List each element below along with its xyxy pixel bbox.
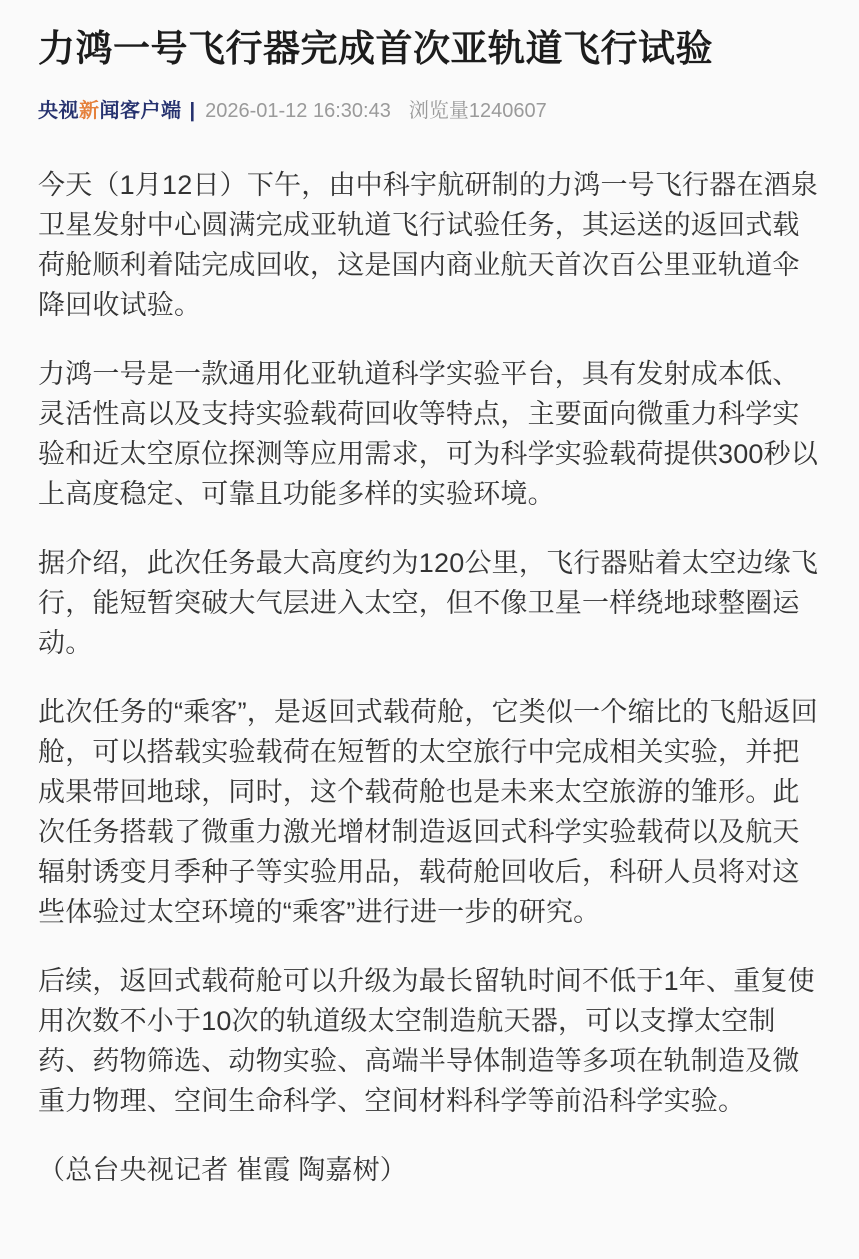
reporter-byline: （总台央视记者 崔霞 陶嘉树）	[38, 1155, 408, 1186]
paragraph: 后续，返回式载荷舱可以升级为最长留轨时间不低于1年、重复使用次数不小于10次的轨道级太空制造航天器，可以支撑太空制药、药物筛选、动物实验、高端半导体制造等多项在轨制造及微重力物理、空间生命科学、空间材料科学等前沿科学实验。	[38, 966, 815, 1117]
source-name-suffix: 闻客户端	[99, 100, 182, 123]
publish-datetime: 2026-01-12 16:30:43	[205, 100, 391, 123]
paragraph: 力鸿一号是一款通用化亚轨道科学实验平台，具有发射成本低、灵活性高以及支持实验载荷回收等特点，主要面向微重力科学实验和近太空原位探测等应用需求，可为科学实验载荷提供300秒以上高度稳定、可靠且功能多样的实验环境。	[38, 359, 819, 510]
paragraph: 此次任务的“乘客”，是返回式载荷舱，它类似一个缩比的飞船返回舱，可以搭载实验载荷在短暂的太空旅行中完成相关实验，并把成果带回地球，同时，这个载荷舱也是未来太空旅游的雏形。此次任务搭载了微重力激光增材制造返回式科学实验载荷以及航天辐射诱变月季种子等实验用品，载荷舱回收后，科研人员将对这些体验过太空环境的“乘客”进行进一步的研究。	[38, 697, 818, 928]
source-name-prefix: 央视	[38, 100, 79, 123]
paragraph: 据介绍，此次任务最大高度约为120公里，飞行器贴着太空边缘飞行，能短暂突破大气层进入太空，但不像卫星一样绕地球整圈运动。	[38, 548, 819, 659]
article-title: 力鸿一号飞行器完成首次亚轨道飞行试验	[38, 28, 713, 69]
article-body	[38, 165, 821, 1190]
source-name-highlight: 新	[79, 100, 100, 123]
meta-separator: |	[189, 100, 196, 123]
article-meta	[38, 94, 821, 123]
paragraph: 今天（1月12日）下午，由中科宇航研制的力鸿一号飞行器在酒泉卫星发射中心圆满完成亚轨道飞行试验任务，其运送的返回式载荷舱顺利着陆完成回收，这是国内商业航天首次百公里亚轨道伞降回收试验。	[38, 170, 819, 321]
view-count: 浏览量1240607	[408, 100, 547, 123]
source-link[interactable]	[38, 94, 182, 123]
